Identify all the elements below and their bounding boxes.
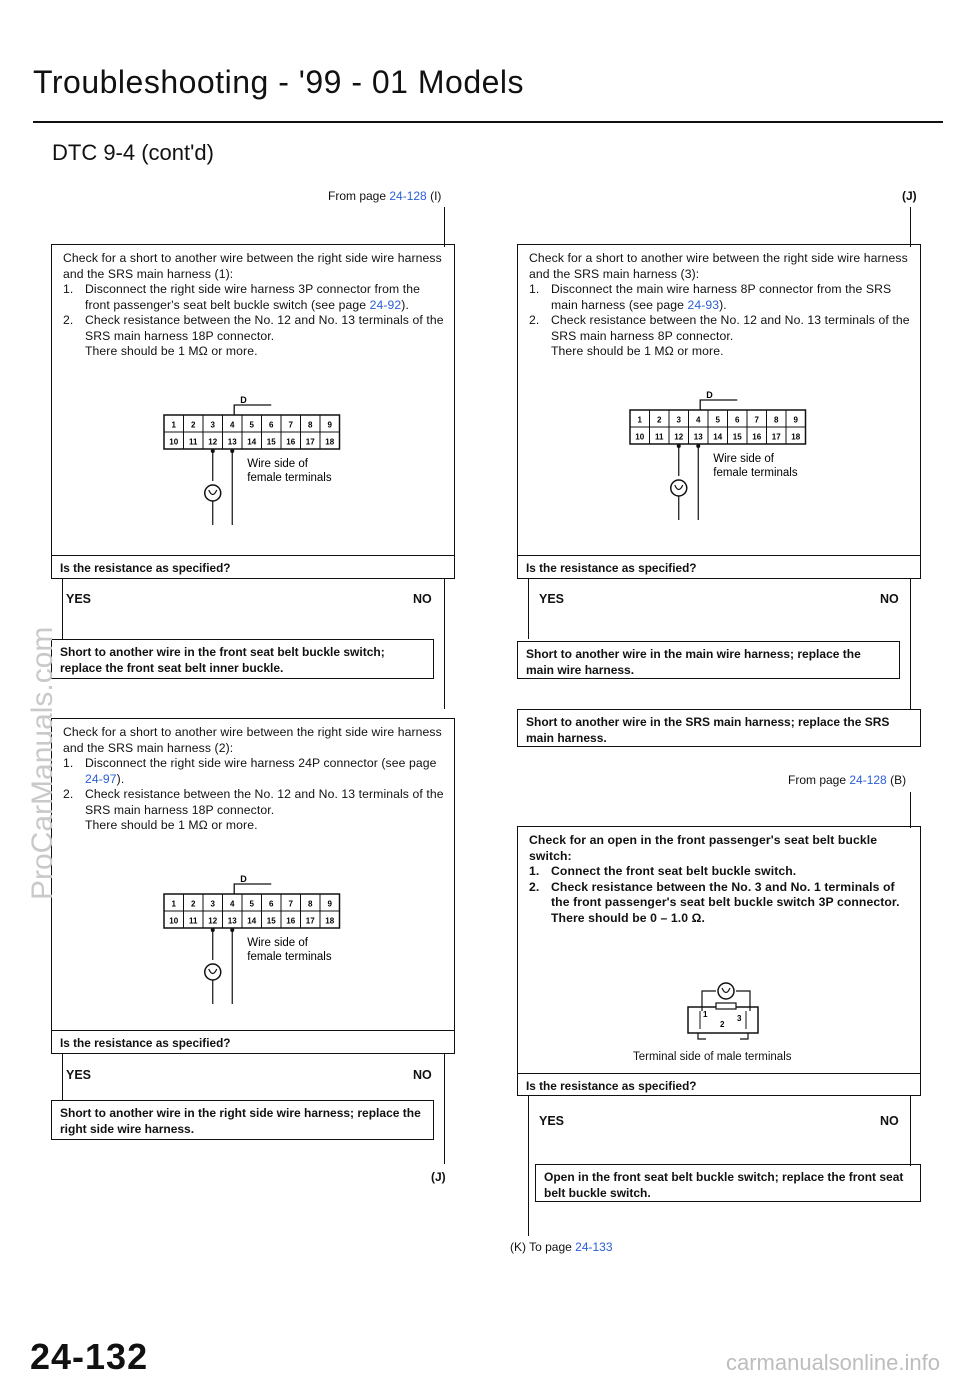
terminal-label: 3 (210, 420, 215, 430)
flow-line (910, 792, 911, 828)
box4-diagram-caption: Terminal side of male terminals (633, 1051, 792, 1063)
terminal-label: 7 (754, 415, 759, 425)
terminal-label: 18 (325, 916, 335, 926)
terminal-label: 5 (249, 899, 254, 909)
terminal-label: 6 (735, 415, 740, 425)
connector-18p-diagram-1 (160, 395, 440, 525)
terminal-label: 4 (230, 899, 235, 909)
pin-3-label: 3 (737, 1014, 742, 1023)
terminal-label: 15 (732, 432, 742, 442)
flow-line (910, 207, 911, 247)
terminal-label: 7 (288, 899, 293, 909)
terminal-label: 12 (674, 432, 684, 442)
box3-spec: There should be 1 MΩ or more. (551, 344, 724, 358)
terminal-label: 11 (189, 437, 198, 447)
terminal-label: 17 (305, 437, 315, 447)
terminal-label: 8 (308, 899, 313, 909)
box2-yes-label: YES (66, 1068, 92, 1082)
box2-step2: 2. Check resistance between the No. 12 and No. 13 terminals of the SRS main harness 18P connector. (63, 787, 444, 817)
watermark-right: carmanualsonline.info (725, 1350, 940, 1375)
box1-yes-label: YES (66, 592, 92, 606)
box4-no-label: NO (880, 1114, 899, 1128)
flow-line (910, 579, 911, 709)
box1-question: Is the resistance as specified? (52, 555, 454, 579)
terminal-label: 3 (210, 899, 215, 909)
box1-no-label: NO (413, 592, 432, 606)
box4-step2: 2. Check resistance between the No. 3 and No. 1 terminals of the front passenger's seat belt buckle switch 3P connector. (529, 879, 900, 909)
terminal-label: 5 (715, 415, 720, 425)
terminal-label: 12 (208, 916, 218, 926)
box1-intro: Check for a short to another wire between the right side wire harness and the SRS main harness (1): (63, 251, 442, 281)
terminal-label: 14 (713, 432, 723, 442)
flow-line (528, 579, 529, 639)
box4-question: Is the resistance as specified? (518, 1073, 920, 1097)
connector-latch-label: D (706, 390, 713, 400)
box3-intro: Check for a short to another wire between the right side wire harness and the SRS main harness (3): (529, 251, 908, 281)
pin-2-label: 2 (720, 1020, 725, 1029)
box4-spec: There should be 0 – 1.0 Ω. (551, 910, 705, 925)
terminal-label: 1 (637, 415, 642, 425)
flow-line (444, 1054, 445, 1164)
terminal-label: 13 (693, 432, 703, 442)
box4-title: Check for an open in the front passenger's seat belt buckle switch: (529, 833, 878, 863)
terminal-label: 1 (171, 899, 176, 909)
terminal-label: 6 (269, 420, 274, 430)
page-link[interactable]: 24-97 (85, 771, 117, 786)
terminal-label: 14 (247, 916, 257, 926)
flow-line (62, 1054, 63, 1100)
flow-line (528, 1096, 529, 1236)
box3-step1: 1. Disconnect the main wire harness 8P connector from the SRS main harness (see page 24-93). (529, 282, 892, 312)
box3-result-2: Short to another wire in the SRS main harness; replace the SRS main harness. (517, 709, 921, 747)
terminal-label: 8 (774, 415, 779, 425)
page-link[interactable]: 24-133 (575, 1240, 613, 1254)
terminal-label: 2 (191, 420, 196, 430)
terminal-label: 2 (657, 415, 662, 425)
box4-yes-label: YES (539, 1114, 565, 1128)
terminal-label: 11 (655, 432, 664, 442)
terminal-label: 11 (189, 916, 198, 926)
terminal-label: 10 (169, 437, 179, 447)
box1-result: Short to another wire in the front seat belt buckle switch; replace the front seat belt inner buckle. (51, 639, 434, 679)
connector-caption: Wire side of (247, 937, 308, 949)
terminal-label: 16 (752, 432, 762, 442)
box2-question: Is the resistance as specified? (52, 1030, 454, 1054)
terminal-label: 9 (793, 415, 798, 425)
box2-intro: Check for a short to another wire between the right side wire harness and the SRS main harness (2): (63, 725, 442, 755)
terminal-label: 8 (308, 420, 313, 430)
flow-line (444, 579, 445, 709)
to-page-ref-k: (K) To page 24-133 (510, 1240, 613, 1254)
connector-latch-label: D (240, 874, 247, 884)
connector-18p-diagram-2 (160, 874, 440, 1004)
box4-result: Open in the front seat belt buckle switch; replace the front seat belt buckle switch. (535, 1164, 921, 1202)
terminal-label: 13 (227, 437, 237, 447)
terminal-label: 17 (771, 432, 781, 442)
box3-yes-label: YES (539, 592, 565, 606)
terminal-label: 2 (191, 899, 196, 909)
terminal-label: 17 (305, 916, 315, 926)
box2-no-label: NO (413, 1068, 432, 1082)
title-rule (33, 121, 943, 123)
terminal-label: 3 (676, 415, 681, 425)
page-link[interactable]: 24-128 (849, 773, 887, 787)
terminal-label: 9 (327, 899, 332, 909)
terminal-label: 13 (227, 916, 237, 926)
terminal-label: 18 (791, 432, 801, 442)
page-link[interactable]: 24-128 (389, 189, 427, 203)
terminal-label: 4 (696, 415, 701, 425)
page-link[interactable]: 24-93 (687, 297, 720, 312)
page-link[interactable]: 24-92 (369, 297, 402, 312)
box3-step2: 2. Check resistance between the No. 12 and No. 13 terminals of the SRS main harness 8P connector. (529, 313, 910, 343)
box2-spec: There should be 1 MΩ or more. (85, 818, 258, 832)
page-subtitle: DTC 9-4 (cont'd) (52, 140, 214, 165)
terminal-label: 15 (266, 916, 276, 926)
box1-step2: 2. Check resistance between the No. 12 and No. 13 terminals of the SRS main harness 18P connector. (63, 313, 444, 343)
box4-step1: 1. Connect the front seat belt buckle switch. (529, 864, 797, 878)
connector-caption: Wire side of (247, 458, 308, 470)
connector-latch-label: D (240, 395, 247, 405)
terminal-label: 1 (171, 420, 176, 430)
box2-result: Short to another wire in the right side wire harness; replace the right side wire harness. (51, 1100, 434, 1140)
connector-caption: female terminals (247, 472, 332, 484)
box3-question: Is the resistance as specified? (518, 555, 920, 579)
watermark-left: ProCarManuals.com (26, 626, 59, 900)
connector-caption: Wire side of (713, 453, 774, 465)
connector-caption: female terminals (713, 467, 798, 479)
pin-1-label: 1 (703, 1010, 708, 1019)
box1-step1: 1. Disconnect the right side wire harness 3P connector from the front passenger's seat belt buckle switch (see page 24-92). (63, 282, 421, 312)
flow-line (444, 207, 445, 247)
terminal-label: 18 (325, 437, 335, 447)
terminal-label: 5 (249, 420, 254, 430)
connector-ref-j-top: (J) (902, 189, 917, 203)
check-box-2 (51, 718, 455, 1054)
box1-spec: There should be 1 MΩ or more. (85, 344, 258, 358)
check-box-1 (51, 244, 455, 579)
check-box-3 (517, 244, 921, 579)
flow-line (910, 1096, 911, 1166)
terminal-label: 10 (635, 432, 645, 442)
terminal-label: 10 (169, 916, 179, 926)
terminal-label: 16 (286, 916, 296, 926)
connector-18p-diagram-3 (626, 390, 906, 520)
page-number: 24-132 (30, 1336, 149, 1377)
terminal-label: 7 (288, 420, 293, 430)
page-title: Troubleshooting - '99 - 01 Models (33, 64, 525, 100)
flow-line (62, 579, 63, 639)
terminal-label: 16 (286, 437, 296, 447)
terminal-label: 14 (247, 437, 257, 447)
terminal-label: 4 (230, 420, 235, 430)
connector-caption: female terminals (247, 951, 332, 963)
connector-3p-diagram (678, 977, 768, 1052)
terminal-label: 9 (327, 420, 332, 430)
terminal-label: 12 (208, 437, 218, 447)
from-page-ref-b: From page 24-128 (B) (788, 773, 907, 787)
box3-result-1: Short to another wire in the main wire harness; replace the main wire harness. (517, 641, 900, 679)
check-box-4 (517, 826, 921, 1096)
connector-ref-j-bottom: (J) (431, 1170, 446, 1184)
terminal-label: 15 (266, 437, 276, 447)
from-page-ref-i: From page 24-128 (I) (328, 189, 442, 203)
terminal-label: 6 (269, 899, 274, 909)
box2-step1: 1. Disconnect the right side wire harness 24P connector (see page 24-97). (63, 756, 437, 786)
box3-no-label: NO (880, 592, 899, 606)
